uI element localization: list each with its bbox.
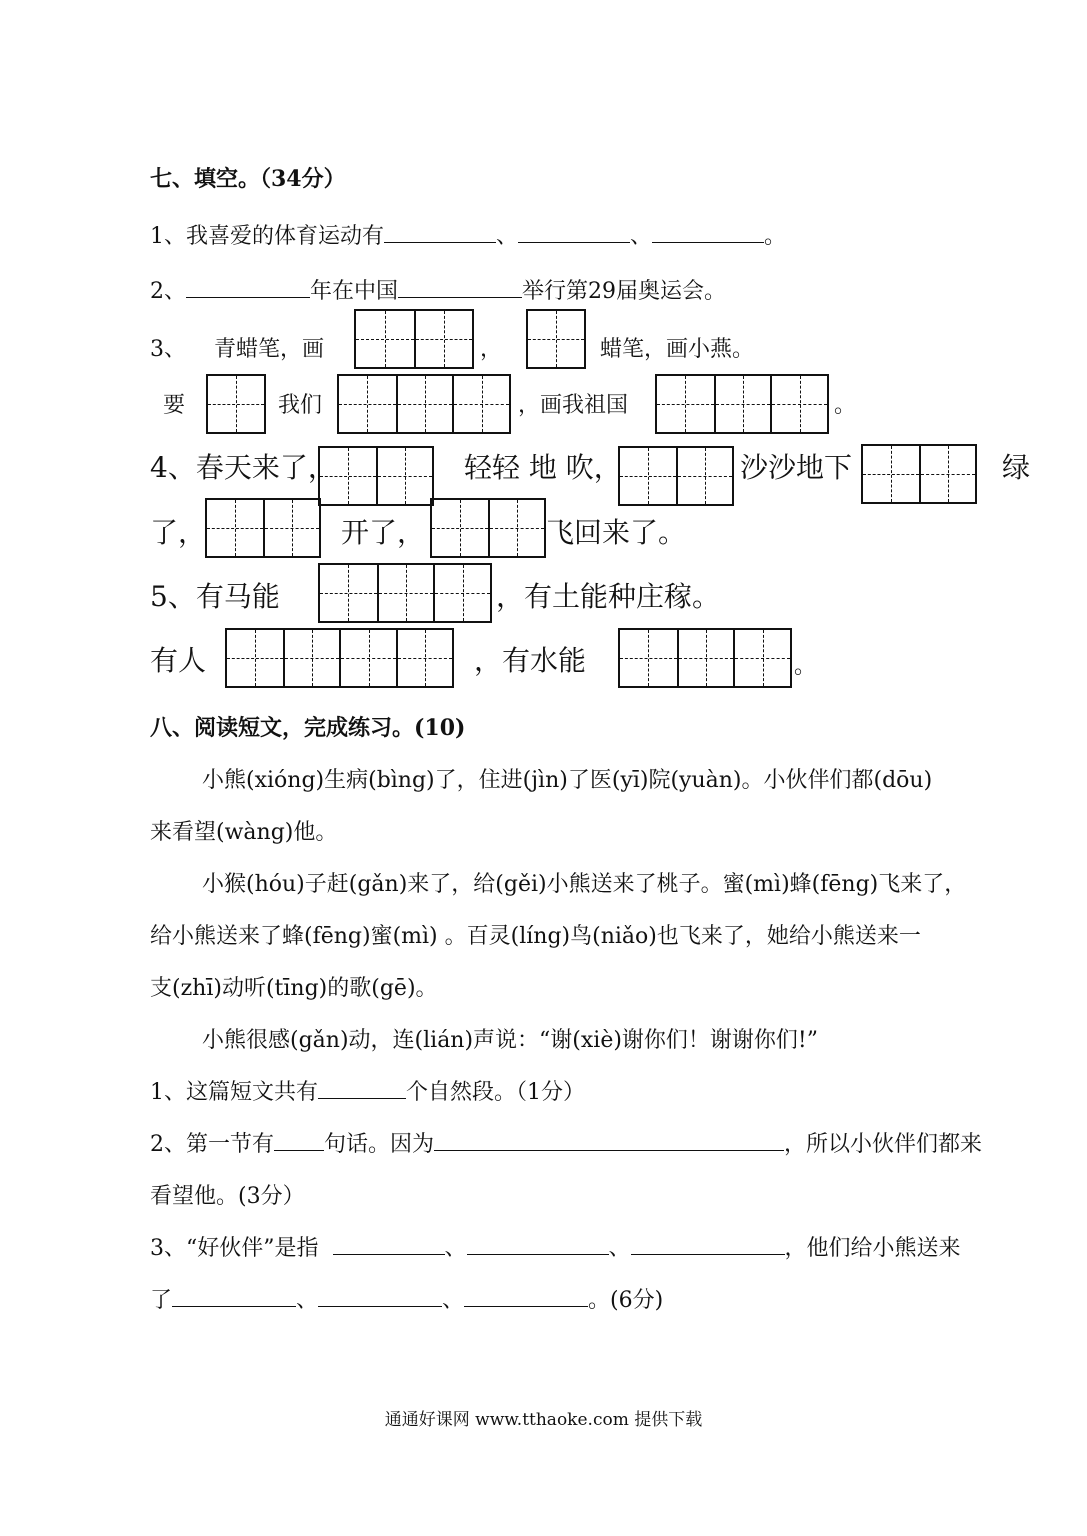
q3-text-2: 蜡笔，画小燕。: [600, 337, 755, 362]
grid-cell[interactable]: [283, 630, 339, 686]
q5-char-grid-1[interactable]: [318, 563, 492, 623]
s8-q3-label: 3、“好伙伴”是指: [150, 1236, 319, 1261]
passage-paragraph: 支(zhī)动听(tīng)的歌(gē)。: [150, 976, 438, 1001]
q4-text-2: 轻轻 地 吹，: [464, 451, 622, 484]
q2-line: [150, 281, 726, 303]
q1-blank-1[interactable]: [384, 241, 496, 243]
passage-paragraph: 小熊很感(gǎn)动，连(lián)声说：“谢(xiè)谢你们！谢谢你们!”: [202, 1028, 819, 1053]
grid-cell[interactable]: [339, 376, 396, 432]
grid-cell[interactable]: [657, 376, 714, 432]
q2-blank-city[interactable]: [398, 296, 522, 298]
grid-cell[interactable]: [376, 448, 432, 504]
grid-cell[interactable]: [863, 446, 919, 502]
q4-text-4: 绿: [1002, 451, 1031, 484]
q3-text-1: 青蜡笔，画: [214, 337, 325, 362]
q1-label: 1、我喜爱的体育运动有: [150, 224, 384, 249]
page-footer: 通通好课网 www.tthaoke.com 提供下载: [384, 1410, 703, 1430]
q3-comma: ，: [480, 337, 503, 362]
q4-line2-c: 飞回来了。: [546, 516, 687, 549]
q4-char-grid-5[interactable]: [430, 498, 546, 558]
passage-paragraph: 小猴(hóu)子赶(gǎn)来了，给(gěi)小熊送来了桃子。蜜(mì)蜂(fēng)飞来了，: [202, 872, 967, 897]
q1-sep-2: 、: [630, 224, 653, 249]
q3-line2-b: 我们: [278, 393, 323, 418]
q2-end: 举行第29届奥运会。: [522, 279, 727, 304]
grid-cell[interactable]: [528, 311, 584, 367]
s8-q3-line2-end: 。(6分): [588, 1288, 664, 1313]
grid-cell[interactable]: [488, 500, 544, 556]
grid-cell[interactable]: [676, 448, 732, 504]
grid-cell[interactable]: [208, 376, 264, 432]
q2-label: 2、: [150, 279, 186, 304]
q3-char-grid-2[interactable]: [526, 309, 586, 369]
s8-q2-end: ，所以小伙伴们都来: [784, 1132, 983, 1157]
s8-q3-sep-1: 、: [444, 1236, 467, 1261]
s8-q3-line2: [150, 1290, 663, 1312]
q3-char-grid-5[interactable]: [655, 374, 829, 434]
s8-q3-blank-2[interactable]: [467, 1253, 609, 1255]
grid-cell[interactable]: [339, 630, 395, 686]
section-7-title: 七、填空。（34分）: [150, 166, 346, 192]
s8-q2-mid: 句话。因为: [324, 1132, 435, 1157]
q3-line2-c: ，画我祖国: [518, 393, 629, 418]
grid-cell[interactable]: [227, 630, 283, 686]
s8-q2-blank-count[interactable]: [274, 1149, 324, 1151]
s8-q3-line2-sep-2: 、: [442, 1288, 465, 1313]
q1-line: [150, 226, 786, 248]
s8-q1-line: [150, 1082, 585, 1104]
grid-cell[interactable]: [320, 565, 377, 621]
q4-char-grid-4[interactable]: [205, 498, 321, 558]
q1-blank-3[interactable]: [652, 241, 764, 243]
q2-blank-year[interactable]: [186, 296, 310, 298]
grid-cell[interactable]: [770, 376, 827, 432]
q4-char-grid-3[interactable]: [861, 444, 977, 504]
q4-text-1: 4、春天来了，: [150, 451, 336, 484]
s8-q3-sep-2: 、: [608, 1236, 631, 1261]
passage-paragraph: 小熊(xióng)生病(bìng)了，住进(jìn)了医(yī)院(yuàn)。小伙伴们都(dōu): [202, 768, 933, 793]
q4-text-3: 沙沙地下: [740, 451, 853, 484]
grid-cell[interactable]: [620, 448, 676, 504]
q4-char-grid-2[interactable]: [618, 446, 734, 506]
q3-line2-end: 。: [834, 393, 857, 418]
q2-mid: 年在中国: [310, 279, 399, 304]
grid-cell[interactable]: [733, 630, 790, 686]
s8-q1-label: 1、这篇短文共有: [150, 1080, 318, 1105]
q3-char-grid-4[interactable]: [337, 374, 511, 434]
grid-cell[interactable]: [452, 376, 509, 432]
grid-cell[interactable]: [377, 565, 434, 621]
q5-line2-a: 有人: [150, 644, 207, 677]
q5-line2-b: ，有水能: [474, 644, 587, 677]
q5-line2-end: 。: [794, 654, 817, 679]
q5-char-grid-3[interactable]: [618, 628, 792, 688]
grid-cell[interactable]: [714, 376, 771, 432]
q3-line2-a: 要: [163, 393, 186, 418]
s8-q3-line2-a: 了: [150, 1288, 173, 1313]
s8-q2-line: [150, 1134, 982, 1156]
q3-label: 3、: [150, 337, 186, 362]
q3-char-grid-1[interactable]: [354, 309, 474, 369]
grid-cell[interactable]: [396, 376, 453, 432]
q1-sep-1: 、: [496, 224, 519, 249]
q1-end: 。: [764, 224, 787, 249]
s8-q1-blank[interactable]: [318, 1097, 406, 1099]
q4-line2-a: 了，: [150, 516, 207, 549]
s8-q3-blank-3[interactable]: [631, 1253, 785, 1255]
grid-cell[interactable]: [620, 630, 677, 686]
q3-char-grid-3[interactable]: [206, 374, 266, 434]
s8-q2-blank-reason[interactable]: [434, 1149, 784, 1151]
s8-q3-blank-5[interactable]: [318, 1305, 442, 1307]
passage-paragraph: 给小熊送来了蜂(fēng)蜜(mì) 。百灵(líng)鸟(niǎo)也飞来了，她给小熊送来一: [150, 924, 921, 949]
grid-cell[interactable]: [207, 500, 263, 556]
q4-char-grid-1[interactable]: [318, 446, 434, 506]
s8-q2-line2: 看望他。(3分）: [150, 1184, 305, 1209]
section-8-title: 八、阅读短文，完成练习。(10): [150, 715, 466, 741]
q5-text-1: 5、有马能: [150, 580, 280, 613]
s8-q3-line2-sep-1: 、: [296, 1288, 319, 1313]
grid-cell[interactable]: [677, 630, 734, 686]
grid-cell[interactable]: [432, 500, 488, 556]
grid-cell[interactable]: [396, 630, 452, 686]
grid-cell[interactable]: [919, 446, 975, 502]
q5-text-2: ，有土能种庄稼。: [496, 580, 721, 613]
grid-cell[interactable]: [414, 311, 472, 367]
s8-q2-label: 2、第一节有: [150, 1132, 274, 1157]
grid-cell[interactable]: [356, 311, 414, 367]
q4-line2-b: 开了，: [341, 516, 426, 549]
q1-blank-2[interactable]: [518, 241, 630, 243]
s8-q3-blank-4[interactable]: [172, 1305, 296, 1307]
s8-q3-blank-1[interactable]: [333, 1253, 445, 1255]
s8-q3-blank-6[interactable]: [464, 1305, 588, 1307]
grid-cell[interactable]: [433, 565, 490, 621]
passage-paragraph: 来看望(wàng)他。: [150, 820, 338, 845]
s8-q1-end: 个自然段。（1分）: [406, 1080, 585, 1105]
grid-cell[interactable]: [263, 500, 319, 556]
s8-q3-end: ，他们给小熊送来: [784, 1236, 961, 1261]
q5-char-grid-2[interactable]: [225, 628, 454, 688]
grid-cell[interactable]: [320, 448, 376, 504]
s8-q3-line: [150, 1238, 961, 1260]
